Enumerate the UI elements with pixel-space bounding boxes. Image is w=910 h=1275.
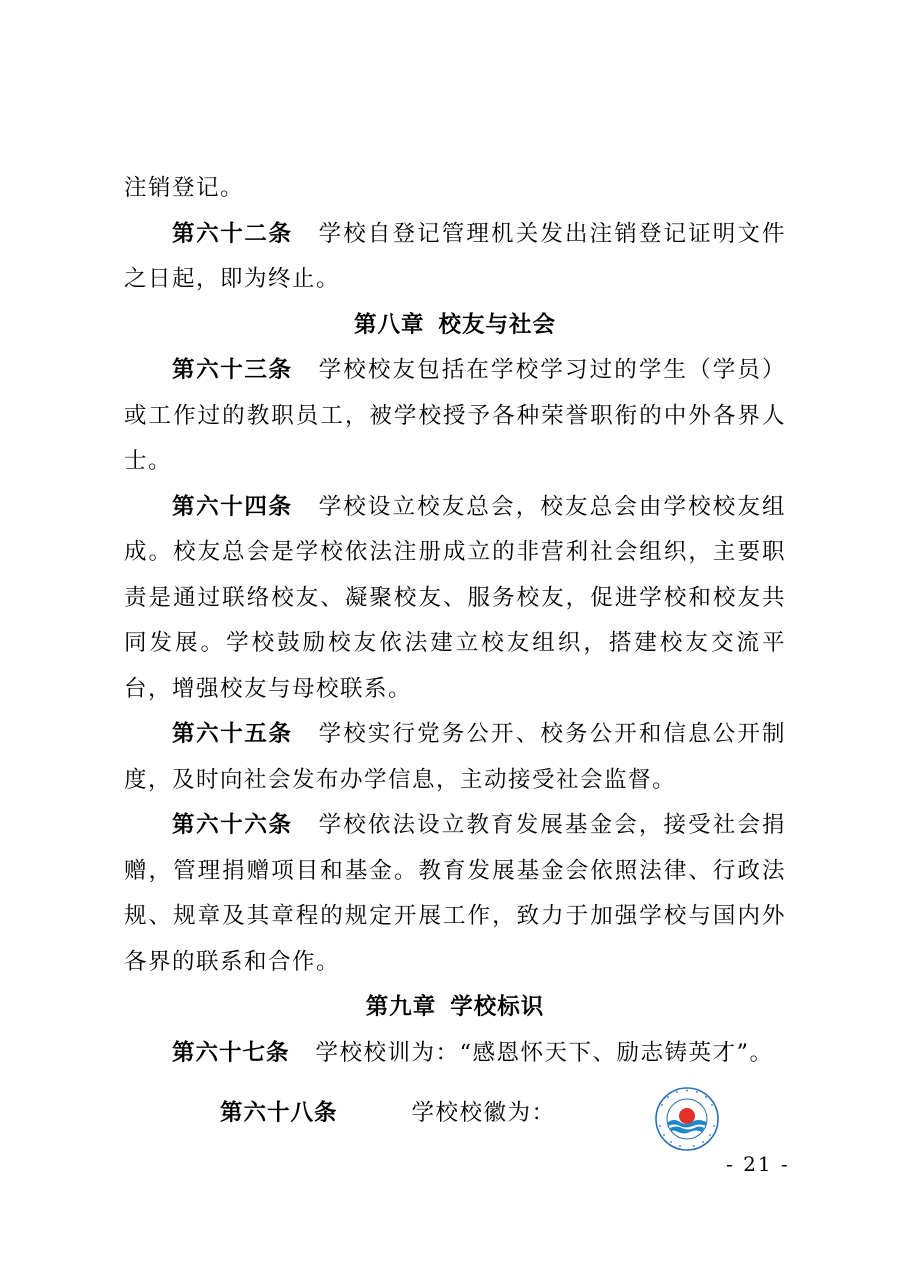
article-number: 第六十五条 (172, 721, 293, 747)
page-number: - 21 - (726, 1152, 790, 1176)
article-number: 第六十二条 (172, 220, 293, 247)
article-67 (124, 1031, 786, 1077)
article-text: 学校校友包括在学校学习过的学生（学员）或工作过的教职员工，被学校授予各种荣誉职衔的中外各界人士。 (124, 357, 786, 474)
article-number: 第六十八条 (220, 1100, 338, 1127)
article-number: 第六十四条 (172, 493, 293, 520)
article-text: 学校依法设立教育发展基金会，接受社会捐赠，管理捐赠项目和基金。教育发展基金会依照法律、行政法规、规章及其章程的规定开展工作，致力于加强学校与国内外各界的联系和合作。 (124, 812, 786, 975)
paragraph-text: 注销登记。 (124, 175, 245, 201)
article-text: 学校设立校友总会，校友总会由学校校友组成。校友总会是学校依法注册成立的非营利社会组织，主要职责是通过联络校友、凝聚校友、服务校友，促进学校和校友共同发展。学校鼓励校友依法建立校友组织，搭建校友交流平台，增强校友与母校联系。 (124, 493, 786, 702)
school-emblem-icon (606, 1086, 672, 1152)
chapter-8-heading (124, 303, 786, 349)
chapter-title: 学校标识 (450, 994, 545, 1020)
chapter-number: 第九章 (365, 994, 437, 1020)
article-text: 学校自登记管理机关发出注销登记证明文件之日起，即为终止。 (124, 220, 786, 292)
article-65 (124, 712, 786, 803)
article-64 (124, 485, 786, 713)
chapter-9-heading (124, 985, 786, 1031)
article-63 (124, 348, 786, 485)
article-number: 第六十六条 (172, 812, 293, 838)
chapter-title: 校友与社会 (438, 311, 557, 338)
chapter-number: 第八章 (353, 311, 425, 338)
article-66 (124, 803, 786, 985)
article-62 (124, 212, 786, 303)
article-68 (124, 1076, 786, 1152)
article-text: 学校实行党务公开、校务公开和信息公开制度，及时向社会发布办学信息，主动接受社会监督。 (124, 721, 786, 793)
article-text: 学校校训为：“感恩怀天下、励志铸英才”。 (315, 1039, 774, 1066)
article-number: 第六十三条 (172, 357, 293, 383)
article-text: 学校校徽为： (411, 1100, 556, 1127)
paragraph-continuation (124, 166, 786, 212)
article-number: 第六十七条 (172, 1039, 290, 1066)
